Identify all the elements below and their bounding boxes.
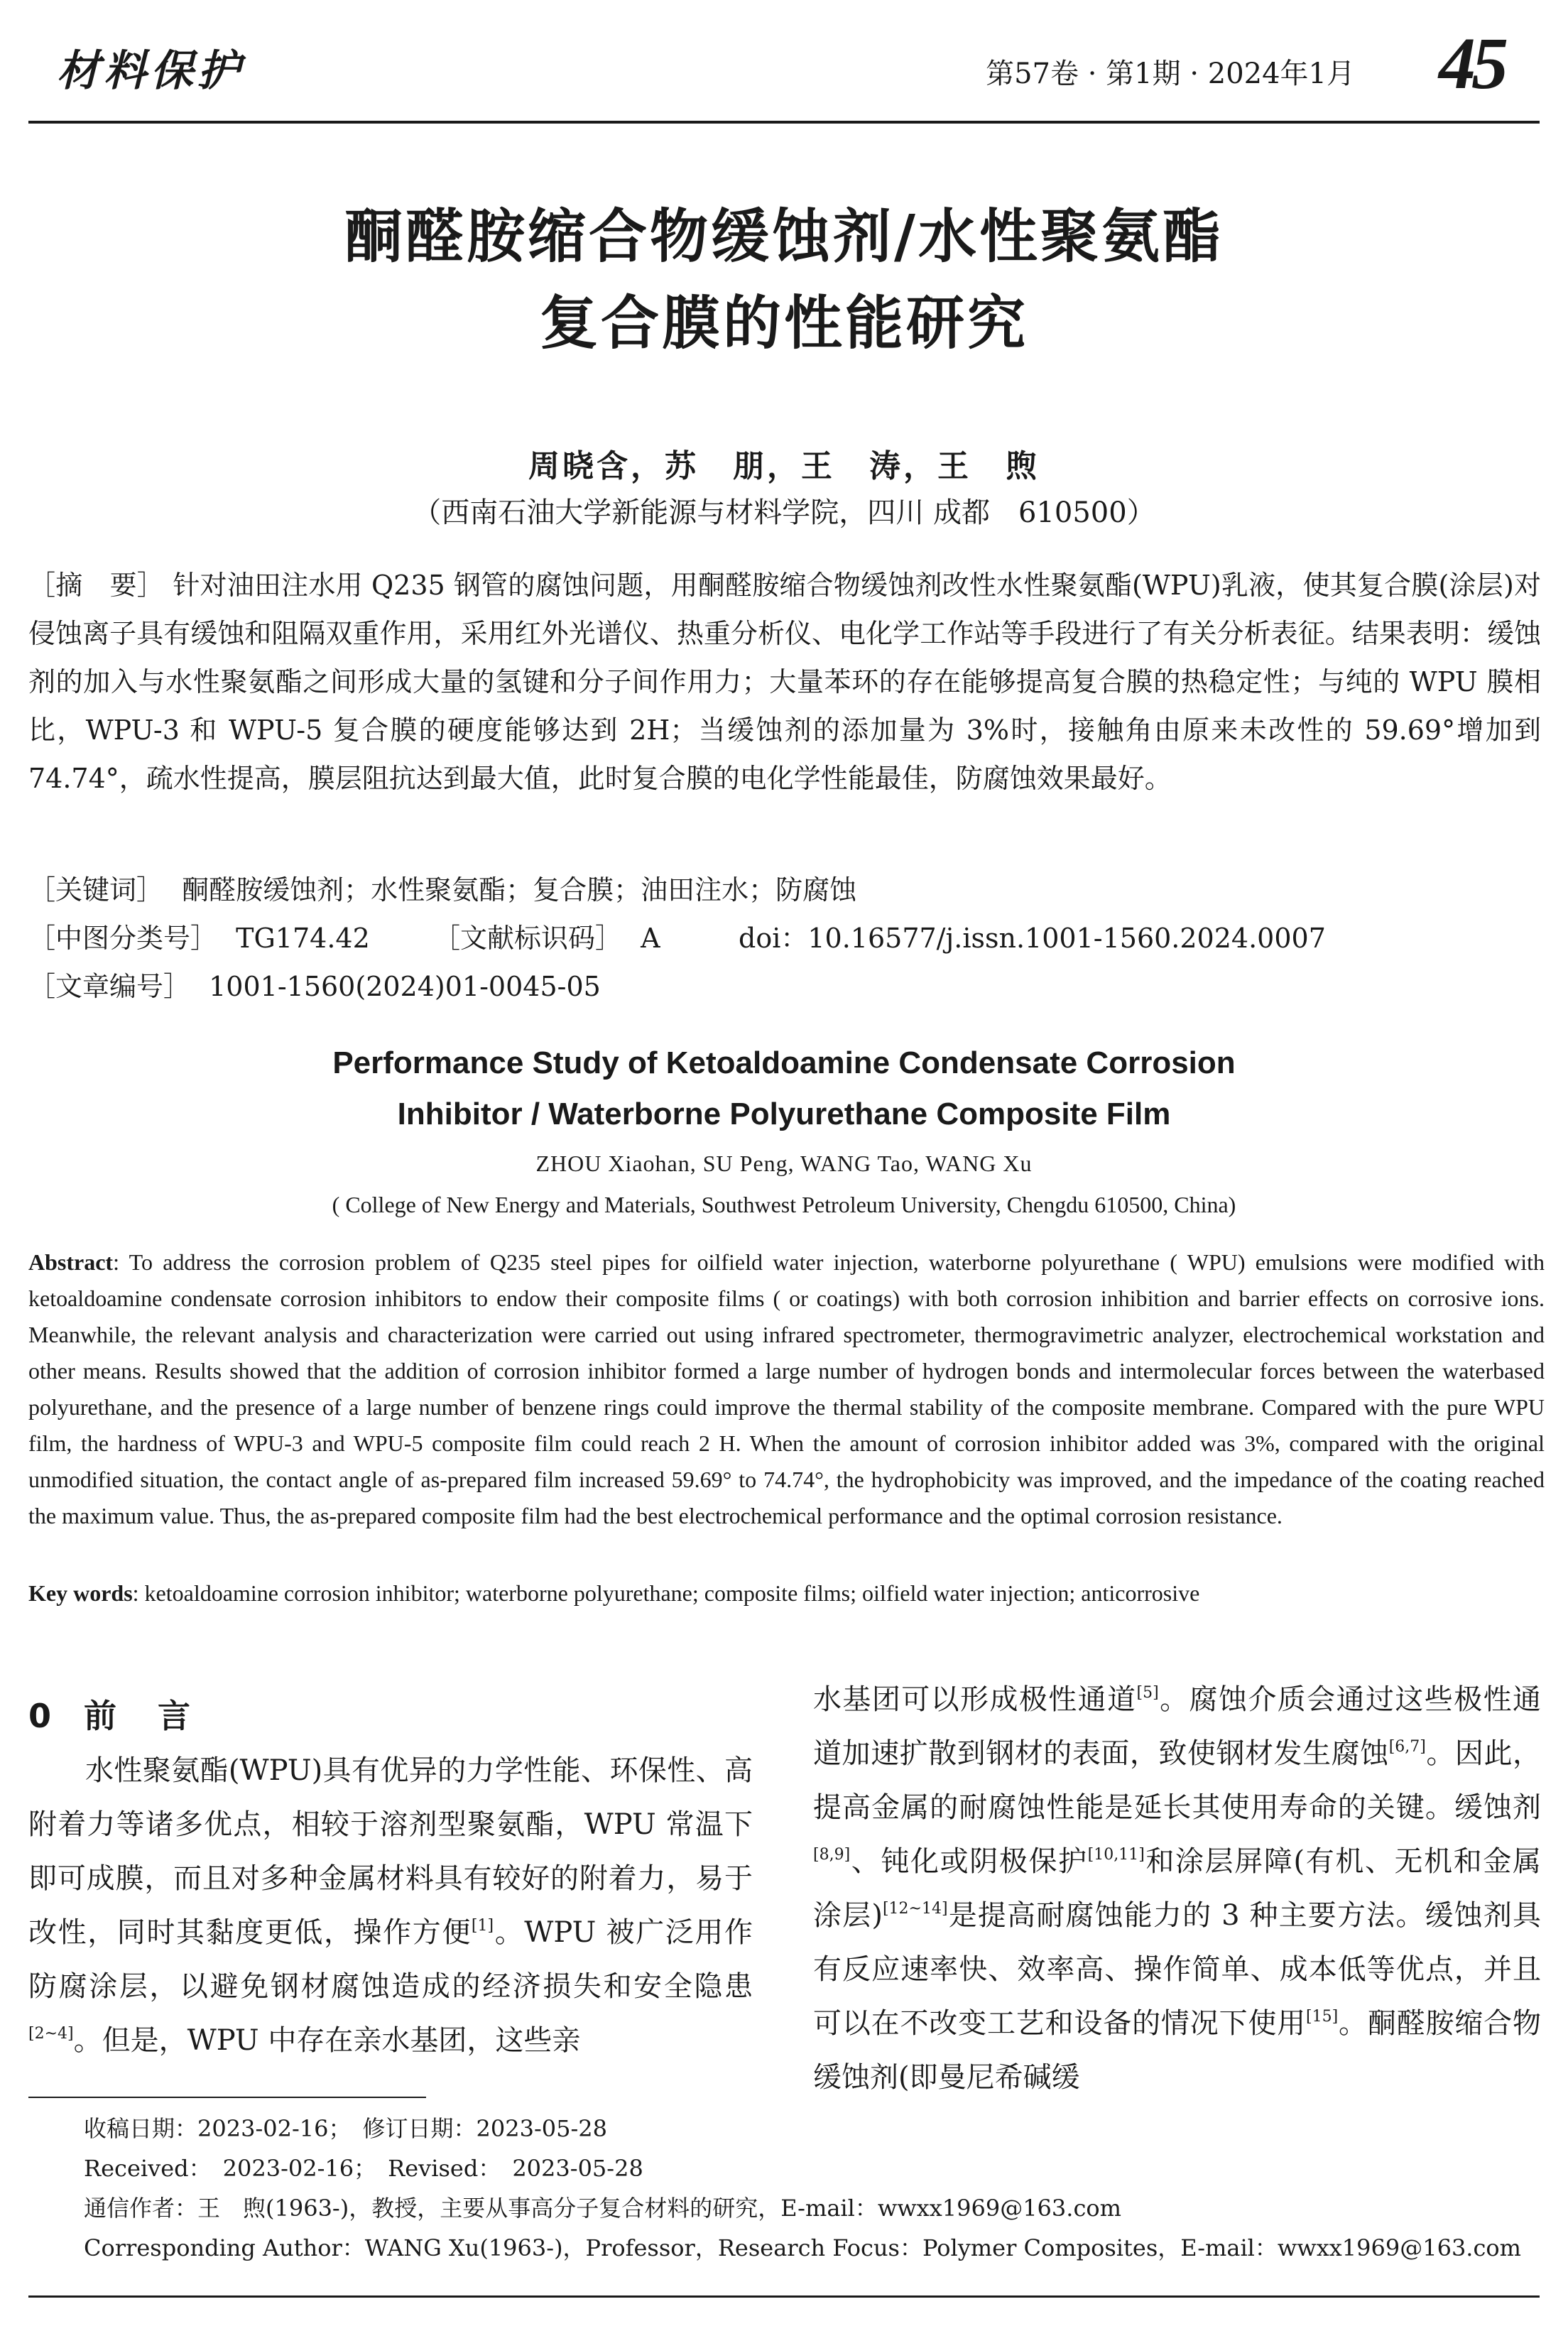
body-right-text-4: 、钝化或阴极保护 [850,1845,1088,1878]
keywords-en-text: : ketoaldoamine corrosion inhibitor; waterborne polyurethane; composite films; oilfield water injection; anticorrosive [132,1580,1200,1606]
footer-rule [28,2295,1540,2298]
section-heading [28,1690,195,1737]
title-cn-line1: 酮醛胺缩合物缓蚀剂/水性聚氨酯 [344,203,1224,271]
clc-value: TG174.42 [236,923,370,954]
citation-ref: [1] [471,1917,494,1935]
abstract-cn-tag: ［摘 要］ [28,570,165,601]
body-right-text-5: 和涂层屏障(有机、无机和金属涂层) [813,1845,1542,1932]
journal-logo: 材料保护 [57,46,244,96]
footnote-corresponding-en: Corresponding Author：WANG Xu(1963-)，Professor，Research Focus：Polymer Composites，E-mail：wwxx1969@163.com [84,2234,1522,2261]
footnote-corresponding-cn: 通信作者：王 煦(1963-)，教授，主要从事高分子复合材料的研究，E-mail：wwxx1969@163.com [84,2195,1121,2222]
citation-ref: [15] [1306,2008,1339,2026]
citation-ref: [6,7] [1388,1738,1426,1756]
citation-ref: [2~4] [28,2025,74,2043]
article-number-tag: ［文章编号］ [28,971,191,1002]
keywords-cn-tag: ［关键词］ [28,874,164,906]
abstract-en-text: : To address the corrosion problem of Q235 steel pipes for oilfield water injection, waterborne polyurethane ( WPU) emulsions were modified with ketoaldoamine condensate corrosion inhibitors to endow their composite films ( or coatings) with both corrosion inhibition and barrier effects on corrosive ions. Meanwhile, the relevant analysis and characterization were carried out using infrared spectrometer, thermogravimetric analyzer, electrochemical workstation and other means. Results showed that the addition of corrosion inhibitor formed a large number of hydrogen bonds and intermolecular forces between the waterbased polyurethane, and the presence of a large number of benzene rings could improve the thermal stability of the composite membrane. Compared with the pure WPU film, the hardness of WPU-3 and WPU-5 composite film could reach 2 H. When the amount of corrosion inhibitor added was 3%, compared with the original unmodified situation, the contact angle of as-prepared film increased 59.69° to 74.74°, the hydrophobicity was improved, and the impedance of the coating reached the maximum value. Thus, the as-prepared composite film had the best electrochemical performance and the optimal corrosion resistance. [28,1249,1545,1528]
header-rule [28,121,1540,124]
affiliation-en: ( College of New Energy and Materials, Southwest Petroleum University, Chengdu 610500, China) [332,1192,1236,1217]
body-left-column [28,1744,753,2068]
body-right-column [813,1673,1541,2104]
title-en-line1: Performance Study of Ketoaldoamine Condensate Corrosion [332,1045,1236,1080]
title-en-line2: Inhibitor / Waterborne Polyurethane Composite Film [397,1097,1171,1131]
section-number: 0 [28,1697,56,1735]
title-cn-line2: 复合膜的性能研究 [539,290,1028,357]
body-left-text-2: 。WPU 被广泛用作防腐涂层，以避免钢材腐蚀造成的经济损失和安全隐患 [28,1916,753,2003]
footnote-dates-en: Received： 2023-02-16； Revised： 2023-05-28 [84,2155,643,2182]
footnote-rule [28,2097,426,2098]
section-title: 前 言 [84,1697,195,1735]
body-right-text-3: 。因此，提高金属的耐腐蚀性能是延长其使用寿命的关键。缓蚀剂 [813,1737,1541,1824]
abstract-en-tag: Abstract [28,1249,114,1275]
authors-cn: 周晓含，苏 朋，王 涛，王 煦 [528,448,1040,484]
body-right-text-7: 。酮醛胺缩合物缓蚀剂(即曼尼希碱缓 [813,2007,1542,2094]
body-left-text-3: 。但是，WPU 中存在亲水基团，这些亲 [73,2024,581,2057]
body-left-text-1: 水性聚氨酯(WPU)具有优异的力学性能、环保性、高附着力等诸多优点，相较于溶剂型聚氨酯，WPU 常温下即可成膜，而且对多种金属材料具有较好的附着力，易于改性，同时其黏度更低，操作方便 [28,1754,753,1949]
classification-line [28,916,370,955]
keywords-cn-text: 酮醛胺缓蚀剂；水性聚氨酯；复合膜；油田注水；防腐蚀 [182,874,857,906]
abstract-cn-text: 针对油田注水用 Q235 钢管的腐蚀问题，用酮醛胺缩合物缓蚀剂改性水性聚氨酯(WPU)乳液，使其复合膜(涂层)对侵蚀离子具有缓蚀和阻隔双重作用，采用红外光谱仪、热重分析仪、电化学工作站等手段进行了有关分析表征。结果表明：缓蚀剂的加入与水性聚氨酯之间形成大量的氢键和分子间作用力；大量苯环的存在能够提高复合膜的热稳定性；与纯的 WPU 膜相比，WPU-3 和 WPU-5 复合膜的硬度能够达到 2H；当缓蚀剂的添加量为 3%时，接触角由原来未改性的 59.69°增加到 74.74°，疏水性提高，膜层阻抗达到最大值，此时复合膜的电化学性能最佳，防腐蚀效果最好。 [28,570,1541,794]
doc-code-value: A [641,923,660,954]
issue-info: 第57卷 · 第1期 · 2024年1月 [986,58,1355,90]
citation-ref: [5] [1136,1684,1159,1702]
body-right-text-6: 是提高耐腐蚀能力的 3 种主要方法。缓蚀剂具有反应速率快、效率高、操作简单、成本低等优点，并且可以在不改变工艺和设备的情况下使用 [813,1899,1541,2040]
keywords-cn [28,868,856,907]
body-right-text-1: 水基团可以形成极性通道 [813,1683,1137,1716]
article-number [28,965,601,1004]
keywords-en-tag: Key words [28,1580,133,1606]
abstract-en [28,1244,1545,1534]
citation-ref: [8,9] [813,1846,851,1864]
citation-ref: [12~14] [882,1900,948,1918]
authors-en: ZHOU Xiaohan, SU Peng, WANG Tao, WANG Xu [535,1151,1033,1176]
affiliation-cn: （西南石油大学新能源与材料学院，四川 成都 610500） [413,496,1155,529]
keywords-en [28,1580,1545,1607]
body-right-text-2: 。腐蚀介质会通过这些极性通道加速扩散到钢材的表面，致使钢材发生腐蚀 [813,1683,1542,1770]
doi: doi：10.16577/j.issn.1001-1560.2024.0007 [739,923,1326,954]
page-number: 45 [1439,23,1504,104]
clc-tag: ［中图分类号］ [28,923,218,954]
abstract-cn [28,561,1541,803]
footnote-dates-cn: 收稿日期：2023-02-16； 修订日期：2023-05-28 [84,2115,608,2142]
doc-code-tag: ［文献标识码］ [433,923,623,954]
article-number-value: 1001-1560(2024)01-0045-05 [209,971,601,1002]
citation-ref: [10,11] [1087,1846,1145,1864]
doc-code-line [433,916,660,955]
